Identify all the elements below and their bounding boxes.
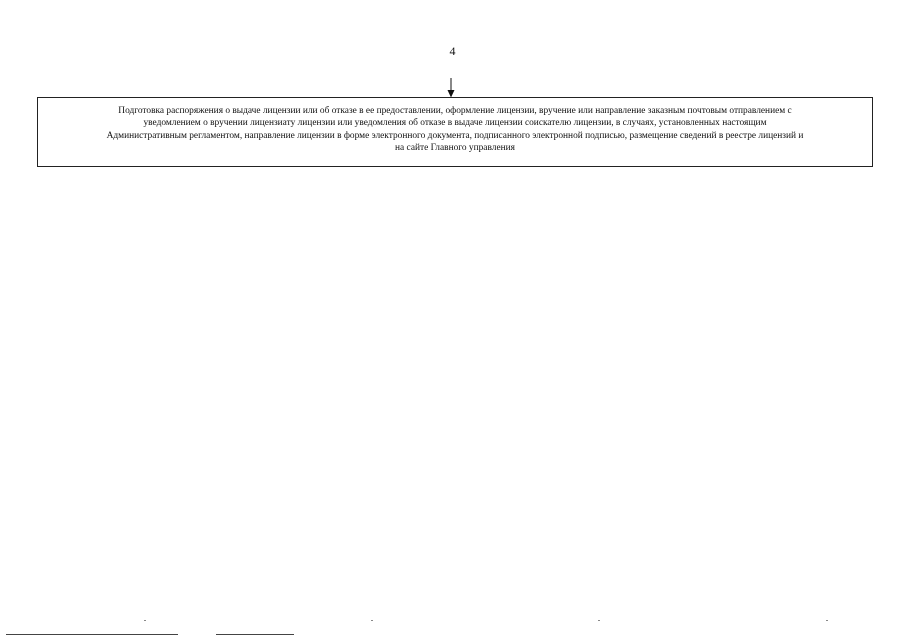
page-number: 4 — [449, 44, 456, 58]
footer-rule-left — [6, 634, 178, 635]
footer-rule-middle — [216, 634, 294, 635]
step-text-line-3: Административным регламентом, направление лицензии в форме электронного документа, подписанного электронной подписью, размещение сведений в реестре лицензий и — [106, 130, 804, 141]
scan-mark — [371, 620, 373, 621]
scan-mark — [144, 620, 146, 621]
step-text-line-4: на сайте Главного управления — [395, 143, 515, 154]
arrow-down-icon — [446, 78, 456, 98]
process-step-box — [37, 97, 873, 167]
step-text-line-1: Подготовка распоряжения о выдаче лицензии или об отказе в ее предоставлении, оформление лицензии, вручение или направление заказным почтовым отправлением с — [118, 106, 792, 116]
scan-mark — [826, 620, 828, 621]
scan-mark — [598, 620, 600, 621]
step-text-line-2: уведомлением о вручении лицензиату лицензии или уведомления об отказе в выдаче лицензии соискателю лицензии, в случаях, установленных настоящим — [143, 118, 767, 129]
